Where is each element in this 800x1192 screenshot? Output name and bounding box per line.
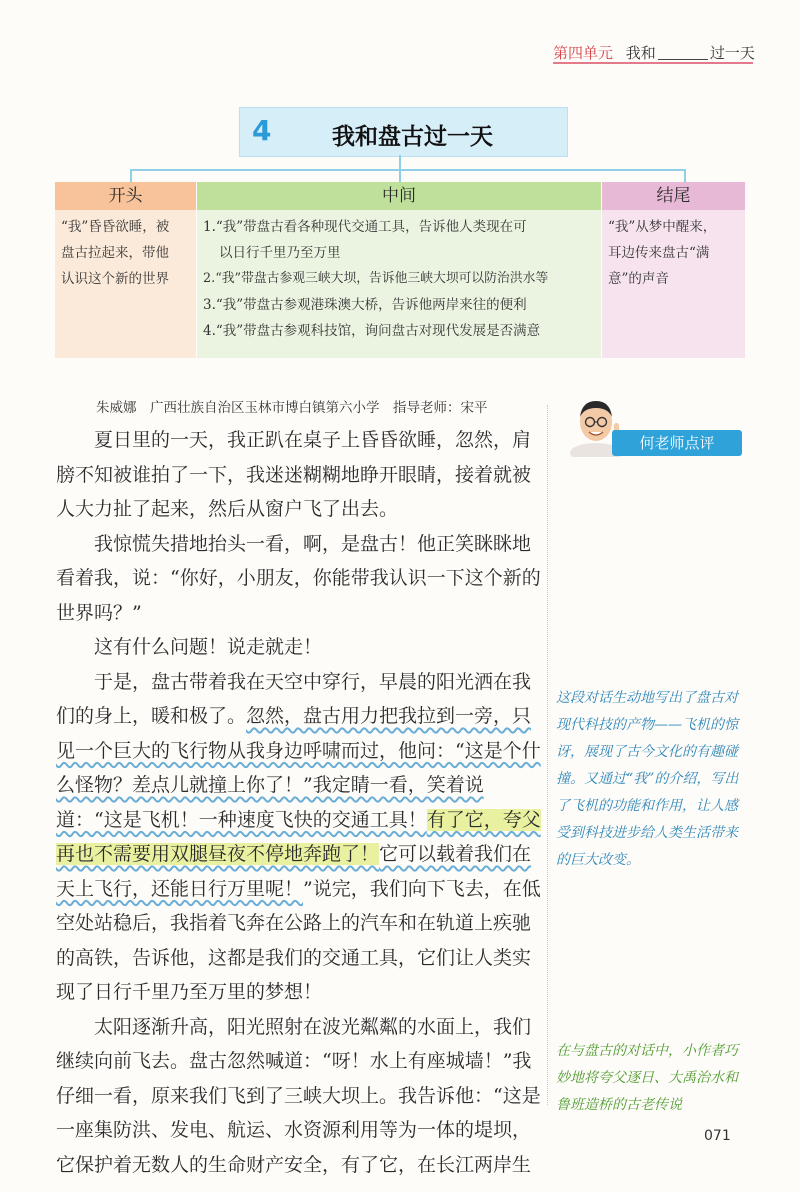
- paragraph: 太阳逐渐升高，阳光照射在波光粼粼的水面上，我们继续向前飞去。盘古忽然喊道：“呀！水上有座城墙！”我仔细一看，原来我们飞到了三峡大坝上。我告诉他：“这是一座集防洪、发电、航运、水资源利用等为一体的堤坝，它保护着无数人的生命财产安全，有了它，在长江两岸生: [56, 1015, 541, 1176]
- header-rule: [553, 62, 753, 64]
- connector-line: [399, 155, 401, 169]
- connector-line: [684, 169, 686, 183]
- outline-start-line: 认识这个新的世界: [61, 271, 169, 287]
- outline-end-line: “我”从梦中醒来，: [608, 219, 717, 235]
- text-run: 于是，盘古带着我在天空中穿行，早晨的阳光洒在我们的身上，暖和极了。: [56, 670, 532, 727]
- text-run: ”说完，我们向下飞去，在低空处站稳后，我指着飞奔在公路上的汽车和在轨道上疾驰的高铁，告诉他，这都是我们的交通工具，它们让人类实现了日行千里乃至万里的梦想！: [56, 877, 541, 1003]
- unit-label: 第四单元: [553, 44, 614, 62]
- page-number: 071: [704, 1128, 731, 1144]
- essay-title: 我和盘古过一天: [332, 123, 493, 150]
- paragraph: 夏日里的一天，我正趴在桌子上昏昏欲睡，忽然，肩膀不知被谁拍了一下，我迷迷糊糊地睁开眼睛，接着就被人大力扯了起来，然后从窗户飞了出去。: [56, 429, 532, 520]
- outline-middle-item: 3.“我”带盘古参观港珠澳大桥，告诉他两岸来往的便利: [203, 297, 527, 313]
- highlighted-passage: 有了它，夸父再也不需要用双腿昼夜不停地奔跑了！: [56, 808, 541, 865]
- header-blank: [658, 47, 708, 60]
- underlined-passage: 忽然，盘古用力把我拉到一旁，只见一个巨大的飞行物从我身边呼啸而过，他问：“这是个什么怪物？差点儿就撞上你了！”我定睛一看，笑着说道：“这是飞机！一种速度飞快的交通工具！: [56, 705, 541, 831]
- connector-line: [130, 169, 686, 171]
- outline-end-column: [602, 182, 745, 358]
- outline-end-line: 意”的声音: [608, 271, 669, 287]
- outline-start-line: “我”昏昏欲睡，被: [61, 219, 170, 235]
- header-title-before: 我和: [625, 44, 656, 62]
- paragraph: 这有什么问题！说走就走！: [94, 636, 323, 658]
- outline-start-label: 开头: [55, 182, 196, 210]
- header-title-after: 过一天: [709, 44, 755, 62]
- outline-middle-item: 4.“我”带盘古参观科技馆，询问盘古对现代发展是否满意: [203, 323, 541, 339]
- outline-start-line: 盘古拉起来，带他: [61, 245, 169, 261]
- connector-line: [130, 169, 132, 183]
- connector-line: [399, 169, 401, 183]
- outline-start-column: [55, 182, 196, 358]
- column-divider: [547, 405, 549, 1105]
- outline-end-line: 耳边传来盘古“满: [608, 245, 710, 261]
- underlined-passage: 它可以载着我们在天上飞行，还能日行万里呢！: [56, 843, 532, 900]
- outline-middle-label: 中间: [197, 182, 601, 210]
- essay-title-bar: [239, 107, 568, 157]
- page-header: [553, 42, 755, 63]
- author-byline: 朱威娜 广西壮族自治区玉林市博白镇第六小学 指导老师：宋平: [96, 400, 488, 416]
- essay-body: [56, 423, 542, 1182]
- outline-end-label: 结尾: [602, 182, 745, 210]
- paragraph: [56, 665, 542, 1010]
- commentary-note: 这段对话生动地写出了盘古对现代科技的产物——飞机的惊讶，展现了古今文化的有趣碰撞。又通过“我”的介绍，写出了飞机的功能和作用，让人感受到科技进步给人类生活带来的巨大改变。: [556, 690, 739, 868]
- outline-middle-column: [197, 182, 601, 358]
- commentary-note: 在与盘古的对话中，小作者巧妙地将夸父逐日、大禹治水和鲁班造桥的古老传说: [556, 1043, 738, 1113]
- outline-middle-item: 2.“我”带盘古参观三峡大坝，告诉他三峡大坝可以防治洪水等: [203, 271, 549, 286]
- outline-middle-item: 1.“我”带盘古看各种现代交通工具，告诉他人类现在可: [203, 219, 527, 235]
- essay-number: 4: [252, 114, 272, 147]
- paragraph: 我惊慌失措地抬头一看，啊，是盘古！他正笑眯眯地看着我，说：“你好，小朋友，你能带我认识一下这个新的世界吗？”: [56, 532, 541, 624]
- outline-middle-item: 以日行千里乃至万里: [219, 245, 341, 261]
- teacher-comment-badge: 何老师点评: [612, 430, 742, 456]
